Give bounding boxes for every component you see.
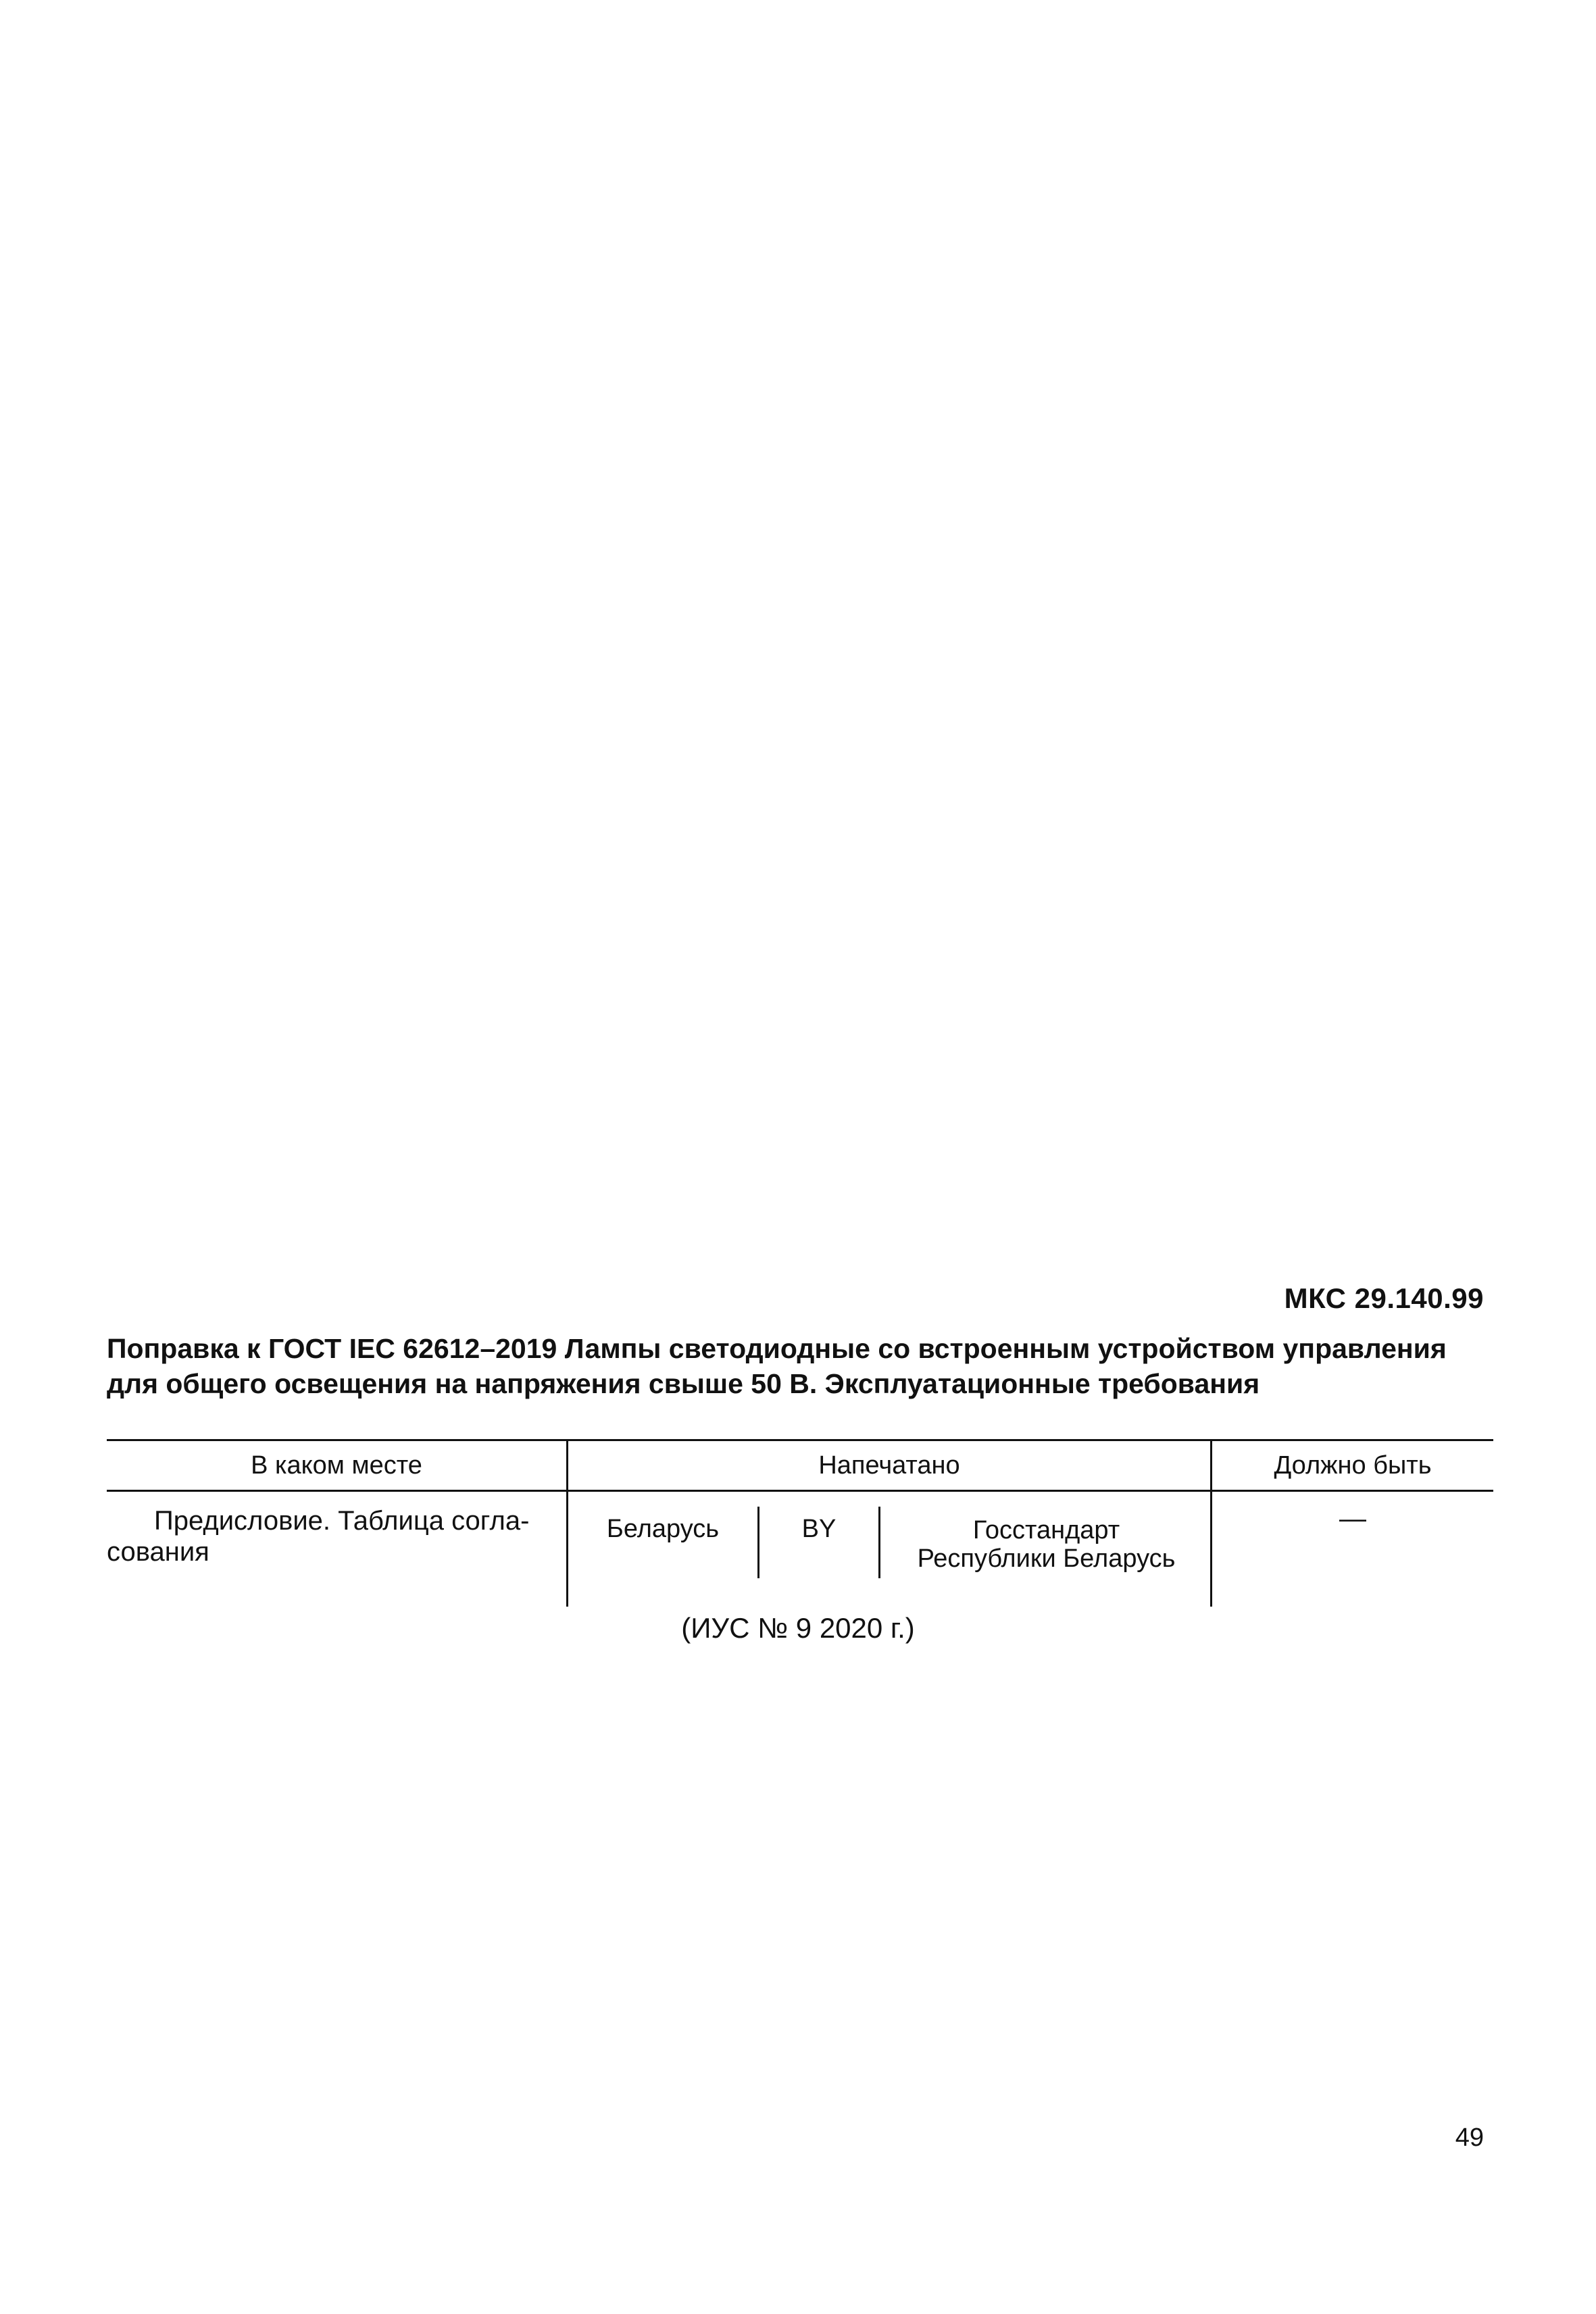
- title-line-1: Поправка к ГОСТ IEC 62612–2019 Лампы светодиодные со встроенным устройством управления: [107, 1333, 1447, 1364]
- source-reference: (ИУС № 9 2020 г.): [681, 1612, 915, 1644]
- classification-code: МКС 29.140.99: [1284, 1282, 1484, 1314]
- table-row: [107, 1491, 1493, 1607]
- cell-place: [107, 1491, 568, 1607]
- place-line-2: сования: [107, 1537, 209, 1567]
- org-line-1: Госстандарт: [972, 1516, 1120, 1544]
- printed-country: Беларусь: [606, 1515, 720, 1543]
- org-line-2: Республики Беларусь: [917, 1544, 1176, 1573]
- printed-code: BY: [757, 1507, 880, 1578]
- title-line-2: для общего освещения на напряжения свыше 50 В. Эксплуатационные требования: [107, 1368, 1260, 1399]
- header-should-be: Должно быть: [1212, 1440, 1494, 1491]
- printed-subtable: [568, 1507, 1210, 1578]
- printed-organization: [882, 1507, 1210, 1578]
- table-header-row: [107, 1440, 1493, 1491]
- correction-table: [107, 1439, 1493, 1607]
- header-place: В каком месте: [107, 1440, 568, 1491]
- cell-should-be: —: [1339, 1504, 1366, 1534]
- document-title: [107, 1331, 1485, 1401]
- page-number: 49: [1455, 2123, 1484, 2152]
- place-line-1: Предисловие. Таблица согла-: [154, 1506, 530, 1536]
- header-printed: Напечатано: [568, 1440, 1212, 1491]
- cell-printed: [568, 1491, 1212, 1607]
